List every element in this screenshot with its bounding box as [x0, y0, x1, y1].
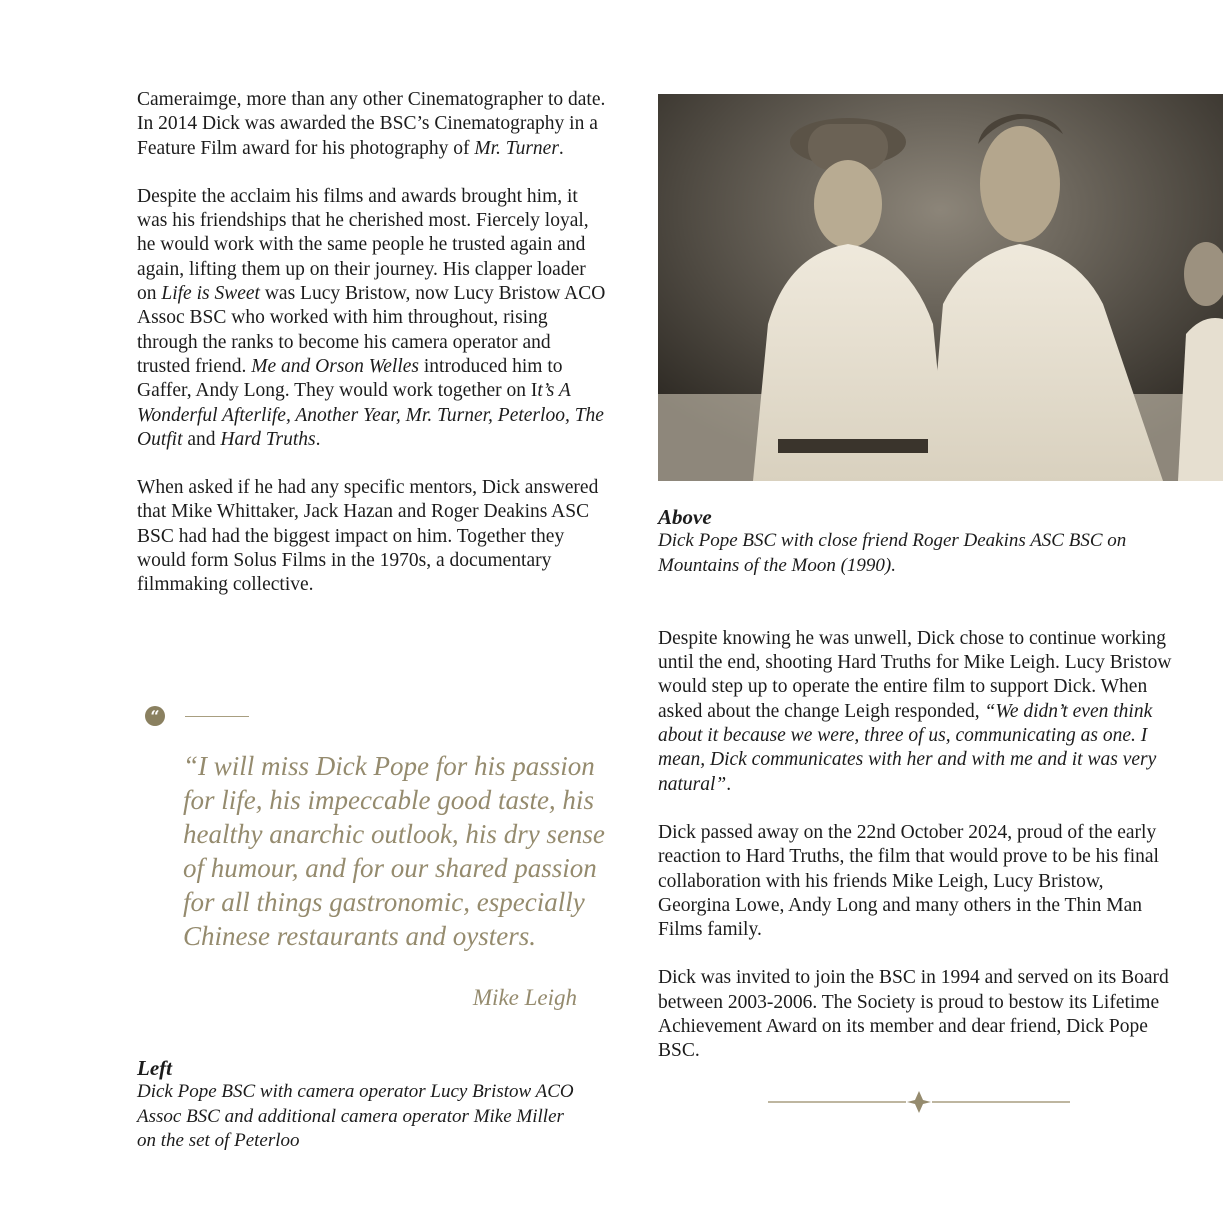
diamond-star-icon	[907, 1091, 931, 1113]
right-paragraph-3: Dick was invited to join the BSC in 1994 and served on its Board between 2003-2006. The Society is proud to bestow its Lifetime Achievement Award on its member and dear friend, Dick Pope BSC.	[658, 967, 1169, 1062]
quote-text: “I will miss Dick Pope for his passion for life, his impeccable good taste, his healthy anarchic outlook, his dry sense of humour, and for our shared passion for all things gastronomic, especially Chinese restaurants and oysters.	[183, 751, 605, 951]
text-run: was Lucy Bristow, now Lucy Bristow ACO Assoc BSC who worked with him throughout, rising through the ranks to become his camera operator and trusted friend.	[137, 283, 606, 377]
text-run: .	[726, 773, 732, 795]
left-column	[137, 88, 607, 598]
right-paragraph-2: Dick passed away on the 22nd October 2024, proud of the early reaction to Hard Truths, the film that would prove to be his final collaboration with his friends Mike Leigh, Lucy Bristow, Georgina Lowe, Andy Long and many others in the Thin Man Films family.	[658, 821, 1159, 941]
left-caption	[137, 1056, 577, 1153]
text-run: and	[182, 428, 221, 450]
film-title: Hard Truths	[220, 428, 316, 450]
text-run: Despite knowing he was unwell, Dick chose to continue working until the end, shooting Hard Truths for Mike Leigh. Lucy Bristow would step up to operate the entire film to support Dick. When asked about the change Leigh responded,	[658, 627, 1172, 722]
film-title: Life is Sweet	[161, 283, 260, 305]
text-run: Cameraimge, more than any other Cinematographer to date. In 2014 Dick was awarded the BSC’s Cinematography in a Feature Film award for his photography of	[137, 89, 606, 159]
leigh-quote: “We didn’t even think about it because we were, three of us, communicating as one. I mean, Dick communicates with her and with me and it was very natural”	[658, 700, 1157, 795]
quote-author: Mike Leigh	[472, 985, 577, 1010]
quote-divider	[185, 716, 249, 717]
right-paragraph-1	[658, 627, 1178, 797]
text-run: introduced him to Gaffer, Andy Long. They would work together on I	[137, 355, 563, 402]
film-title: Mr. Turner	[474, 137, 559, 159]
left-paragraph-2	[137, 185, 607, 452]
caption-heading: Left	[137, 1056, 172, 1080]
quote-icon: “	[145, 706, 165, 726]
ornament-divider	[768, 1090, 1070, 1114]
caption-text: Dick Pope BSC with camera operator Lucy Bristow ACO Assoc BSC and additional camera operator Mike Miller on the set of Peterloo	[137, 1081, 574, 1151]
text-run: .	[558, 137, 564, 159]
photo-dick-pope-roger-deakins	[658, 94, 1223, 481]
caption-heading: Above	[658, 505, 712, 529]
left-paragraph-1	[137, 88, 607, 161]
text-run: Despite the acclaim his films and awards brought him, it was his friendships that he cherished most. Fiercely loyal, he would work with the same people he trusted again and again, lifting them up on their journey. His clapper loader on	[137, 185, 589, 305]
film-titles: t’s A Wonderful Afterlife, Another Year, Mr. Turner, Peterloo, The Outfit	[137, 380, 604, 450]
caption-text: Dick Pope BSC with close friend Roger Deakins ASC BSC on Mountains of the Moon (1990).	[658, 530, 1127, 576]
pull-quote	[145, 706, 605, 1011]
right-column	[658, 94, 1178, 1064]
photo-caption	[658, 505, 1178, 578]
photo-illustration	[658, 94, 1223, 481]
text-run: .	[315, 428, 321, 450]
film-title: Me and Orson Welles	[251, 355, 419, 377]
left-paragraph-3: When asked if he had any specific mentors, Dick answered that Mike Whittaker, Jack Hazan and Roger Deakins ASC BSC had had the biggest impact on him. Together they would form Solus Films in the 1970s, a documentary filmmaking collective.	[137, 477, 599, 596]
right-body	[658, 627, 1178, 1064]
